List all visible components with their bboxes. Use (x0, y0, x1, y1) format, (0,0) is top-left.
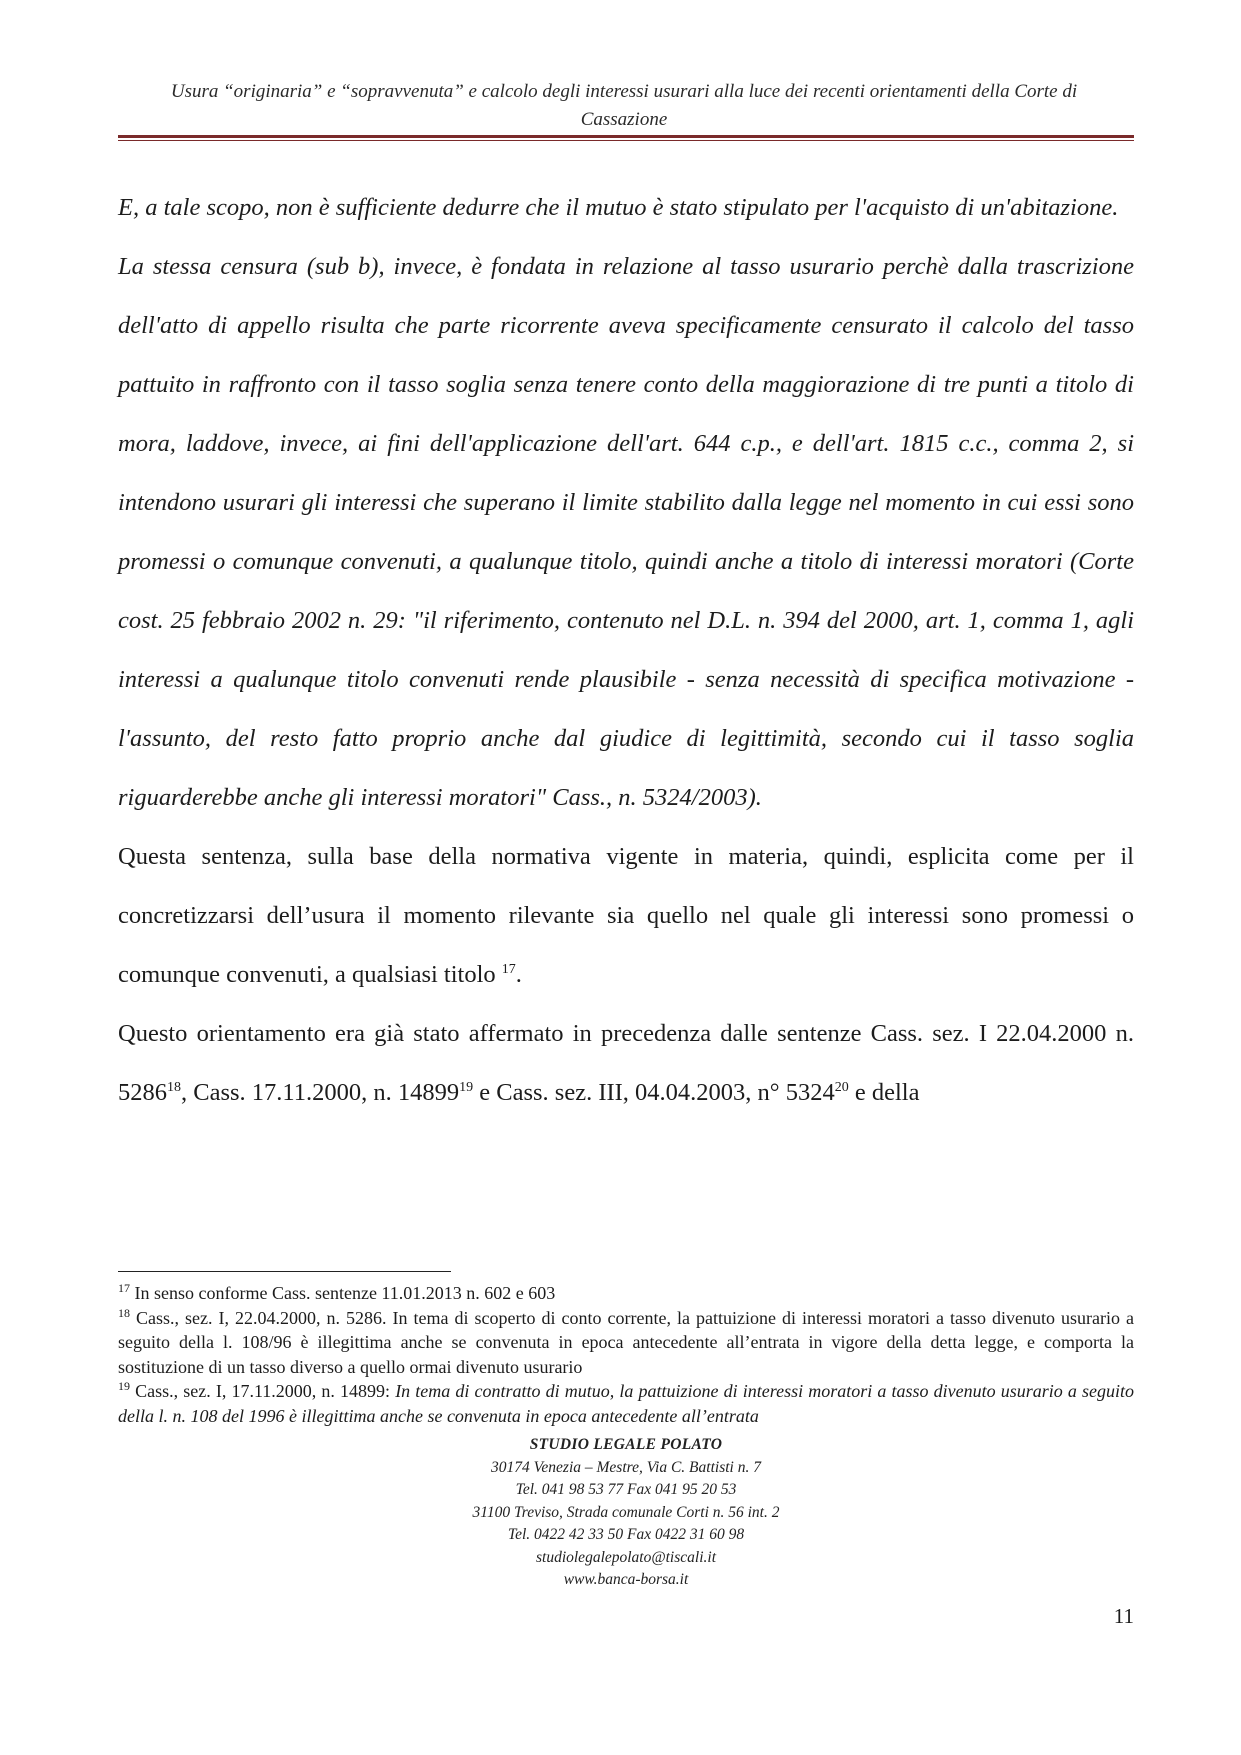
footnote-ref-18[interactable]: 18 (167, 1080, 181, 1095)
header-title-line1: Usura “originaria” e “sopravvenuta” e calcolo degli interessi usurari alla luce dei recenti orientamenti della Corte di (170, 81, 1078, 102)
studio-footer (118, 1434, 1134, 1592)
footnote-ref-19[interactable]: 19 (459, 1080, 474, 1095)
paragraph-3-end: . (515, 961, 522, 988)
footnote-19 (118, 1379, 1134, 1428)
paragraph-3-text: Questa sentenza, sulla base della normativa vigente in materia, quindi, esplicita come per il concretizzarsi dell’usura il momento rilevante sia quello nel quale gli interessi sono promessi o comunque convenuti, a qualsiasi titolo (118, 843, 1134, 988)
studio-phone-treviso: Tel. 0422 42 33 50 Fax 0422 31 60 98 (507, 1526, 745, 1543)
studio-name: STUDIO LEGALE POLATO (529, 1436, 723, 1453)
main-text (118, 178, 1134, 1122)
header-rule-thin (118, 140, 1134, 141)
running-header (118, 78, 1130, 134)
paragraph-1: E, a tale scopo, non è sufficiente dedurre che il mutuo è stato stipulato per l'acquisto di un'abitazione. (118, 194, 1119, 221)
footnote-ref-20[interactable]: 20 (834, 1080, 849, 1095)
footnote-text: In tema di contratto di mutuo, la pattuizione di interessi moratori a tasso divenuto usurario a seguito della l. n. 108 del 1996 è illegittima anche se convenuta in epoca antecedente all’entrata (118, 1381, 1134, 1426)
studio-website[interactable]: www.banca-borsa.it (563, 1571, 689, 1588)
page-number: 11 (1113, 1604, 1134, 1628)
footnote-number: 18 (118, 1305, 130, 1320)
paragraph-2: La stessa censura (sub b), invece, è fondata in relazione al tasso usurario perchè dalla trascrizione dell'atto di appello risulta che parte ricorrente aveva specificamente censurato il calcolo del tasso pattuito in raffronto con il tasso soglia senza tenere conto della maggiorazione di tre punti a titolo di mora, laddove, invece, ai fini dell'applicazione dell'art. 644 c.p., e dell'art. 1815 c.c., comma 2, si intendono usurari gli interessi che superano il limite stabilito dalla legge nel momento in cui essi sono promessi o comunque convenuti, a qualunque titolo, quindi anche a titolo di interessi moratori (Corte cost. 25 febbraio 2002 n. 29: "il riferimento, contenuto nel D.L. n. 394 del 2000, art. 1, comma 1, agli interessi a qualunque titolo convenuti rende plausibile - senza necessità di specifica motivazione - l'assunto, del resto fatto proprio anche dal giudice di legittimità, secondo cui il tasso soglia riguarderebbe anche gli interessi moratori" Cass., n. 5324/2003). (118, 253, 1134, 811)
footnote-18 (118, 1306, 1134, 1380)
footnote-ref-17[interactable]: 17 (501, 962, 516, 977)
studio-address-treviso: 31100 Treviso, Strada comunale Corti n. 56 int. 2 (472, 1503, 780, 1521)
studio-email[interactable]: studiolegalepolato@tiscali.it (535, 1548, 716, 1566)
footnote-number: 17 (118, 1281, 130, 1295)
footnote-text: Cass., sez. I, 22.04.2000, n. 5286. In tema di scoperto di conto corrente, la pattuizione di interessi moratori a tasso divenuto usurario a seguito della l. 108/96 è illegittima anche se convenuta in epoca antecedente all’entrata in vigore della detta legge, e comporta la sostituzione di un tasso diverso a quello ormai divenuto usurario (118, 1307, 1134, 1377)
footnote-separator (118, 1271, 451, 1272)
footnote-text: In senso conforme Cass. sentenze 11.01.2013 n. 602 e 603 (130, 1283, 556, 1303)
header-rule-thick (118, 135, 1134, 138)
footnote-17 (118, 1281, 1134, 1306)
paragraph-4-text-d: e della (848, 1079, 920, 1106)
studio-address-venezia: 30174 Venezia – Mestre, Via C. Battisti n. 7 (491, 1458, 761, 1476)
paragraph-3 (118, 827, 1134, 1004)
paragraph-4-text-a: Questo orientamento era già stato affermato in precedenza dalle sentenze Cass. sez. I 22.04.2000 n. 5286 (118, 1020, 1134, 1106)
footnote-lead: Cass., sez. I, 17.11.2000, n. 14899: (130, 1381, 396, 1401)
paragraph-4-text-c: e Cass. sez. III, 04.04.2003, n° 5324 (473, 1079, 835, 1106)
header-title-line2: Cassazione (580, 109, 668, 130)
footnote-number: 19 (118, 1379, 130, 1393)
paragraph-4 (118, 1004, 1134, 1122)
studio-phone-venezia: Tel. 041 98 53 77 Fax 041 95 20 53 (515, 1481, 737, 1498)
footnotes (118, 1281, 1134, 1428)
paragraph-4-text-b: , Cass. 17.11.2000, n. 14899 (181, 1079, 460, 1106)
